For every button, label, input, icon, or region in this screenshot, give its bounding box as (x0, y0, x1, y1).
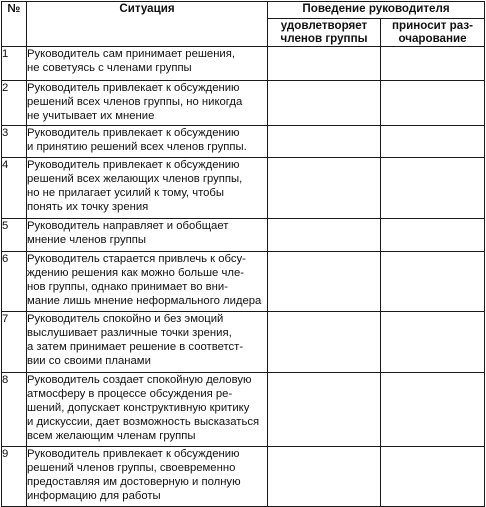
row-number: 9 (2, 447, 27, 507)
leader-behavior-table (1, 1, 485, 507)
satisfies-cell[interactable] (268, 219, 381, 252)
disappoints-cell[interactable] (381, 47, 485, 81)
satisfies-cell[interactable] (268, 81, 381, 126)
situation-text: Руководитель спокойно и без эмоций выслушивает различные точки зрения, а затем принимает решение в соответст- вии со своими планами (27, 312, 268, 373)
row-number: 1 (2, 47, 27, 81)
situation-text: Руководитель привлекает к обсуждению решений всех желающих членов группы, но не прилагает усилий к тому, чтобы понять их точку зрения (27, 158, 268, 219)
table-row (2, 373, 485, 447)
situation-text: Руководитель привлекает к обсуждению решений членов группы, своевременно предоставляя им достоверную и полную информацию для работы (27, 447, 268, 507)
table-row (2, 158, 485, 219)
satisfies-cell[interactable] (268, 47, 381, 81)
table-row (2, 252, 485, 312)
row-number: 2 (2, 81, 27, 126)
satisfies-cell[interactable] (268, 126, 381, 158)
disappoints-column-header: приносит раз- очарование (381, 19, 485, 47)
behavior-column-header: Поведение руководителя (268, 2, 485, 19)
disappoints-cell[interactable] (381, 447, 485, 507)
disappoints-cell[interactable] (381, 81, 485, 126)
header-row (2, 2, 485, 19)
table-row (2, 447, 485, 507)
situation-column-header: Ситуация (27, 2, 268, 47)
row-number: 6 (2, 252, 27, 312)
disappoints-cell[interactable] (381, 312, 485, 373)
disappoints-cell[interactable] (381, 126, 485, 158)
situation-text: Руководитель привлекает к обсуждению и принятию решений всех членов группы. (27, 126, 268, 158)
row-number: 8 (2, 373, 27, 447)
disappoints-cell[interactable] (381, 373, 485, 447)
satisfies-cell[interactable] (268, 312, 381, 373)
situation-text: Руководитель направляет и обобщает мнение членов группы (27, 219, 268, 252)
situation-text: Руководитель сам принимает решения, не советуясь с членами группы (27, 47, 268, 81)
disappoints-cell[interactable] (381, 252, 485, 312)
situation-text: Руководитель привлекает к обсуждению решений всех членов группы, но никогда не учитывает их мнение (27, 81, 268, 126)
situation-text: Руководитель создает спокойную деловую атмосферу в процессе обсуждения ре- шений, допускает конструктивную критику и дискуссии, дает возможность высказаться всем желающим членам группы (27, 373, 268, 447)
row-number: 5 (2, 219, 27, 252)
table-row (2, 219, 485, 252)
disappoints-cell[interactable] (381, 158, 485, 219)
satisfies-column-header: удовлетворяет членов группы (268, 19, 381, 47)
table-row (2, 126, 485, 158)
table-row (2, 312, 485, 373)
row-number: 3 (2, 126, 27, 158)
satisfies-cell[interactable] (268, 158, 381, 219)
table-row (2, 81, 485, 126)
disappoints-cell[interactable] (381, 219, 485, 252)
satisfies-cell[interactable] (268, 252, 381, 312)
situation-text: Руководитель старается привлечь к обсу- ждению решения как можно больше чле- нов группы, однако принимает во вни- мание лишь мнение неформального лидера (27, 252, 268, 312)
table-row (2, 47, 485, 81)
satisfies-cell[interactable] (268, 373, 381, 447)
row-number: 4 (2, 158, 27, 219)
satisfies-cell[interactable] (268, 447, 381, 507)
number-column-header: № (2, 2, 27, 47)
row-number: 7 (2, 312, 27, 373)
